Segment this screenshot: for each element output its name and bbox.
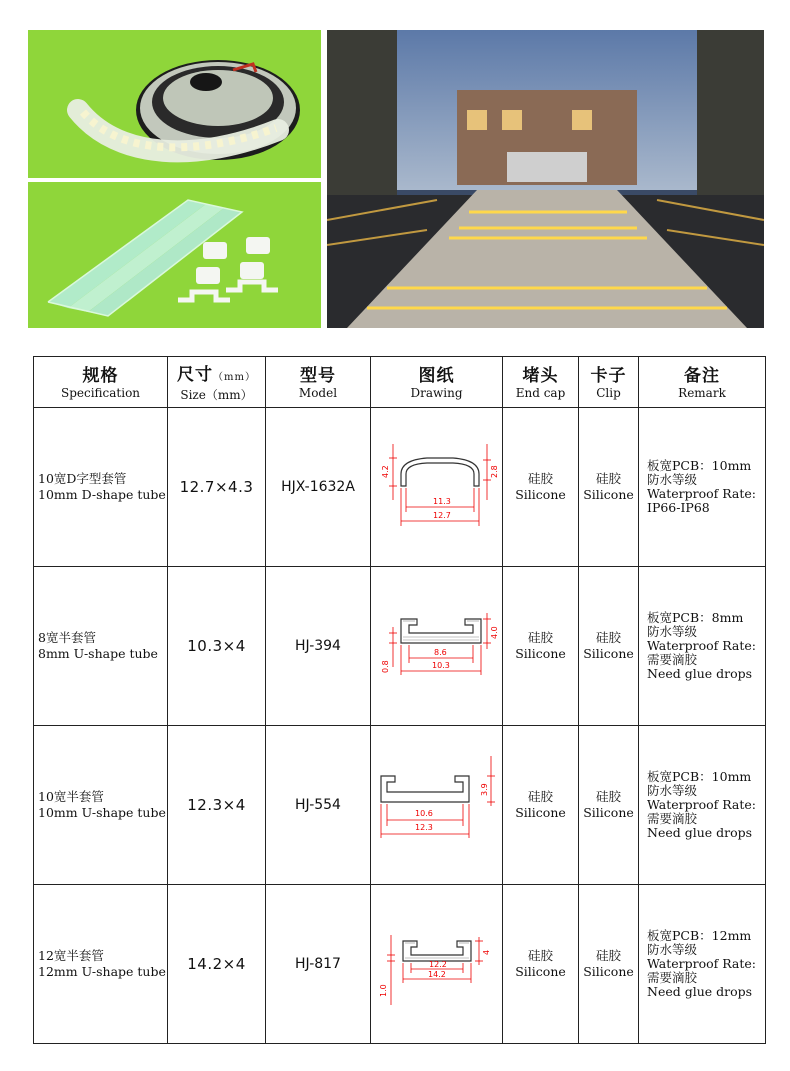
size-cell: 10.3×4	[168, 567, 266, 726]
dim-outer-width-label: 12.3	[415, 823, 433, 832]
dim-height-label: 4.2	[381, 465, 390, 478]
remark-cell: 板宽PCB：10mm 防水等级 Waterproof Rate: 需要滴胶 Need glue drops	[639, 726, 766, 885]
d-shape-profile-drawing	[371, 408, 503, 566]
clip-cell: 硅胶 Silicone	[579, 885, 639, 1044]
spec-cell: 10宽D字型套管 10mm D-shape tube	[34, 408, 168, 567]
end-cap-cell: 硅胶 Silicone	[503, 885, 579, 1044]
end-cap-cell: 硅胶 Silicone	[503, 567, 579, 726]
end-cap-cell: 硅胶 Silicone	[503, 726, 579, 885]
drawing-cell	[371, 726, 503, 885]
table-header-row	[34, 357, 766, 408]
table-row	[34, 885, 766, 1044]
model-cell: HJ-554	[266, 726, 371, 885]
dim-height-label: 4	[482, 949, 491, 955]
header-clip: 卡子 Clip	[579, 357, 639, 408]
u-shape-profile-drawing	[371, 567, 503, 725]
led-strip-reel-photo	[28, 30, 321, 178]
size-cell: 12.7×4.3	[168, 408, 266, 567]
dim-outer-width-label: 12.7	[433, 511, 451, 520]
u-shape-profile-drawing	[371, 726, 503, 884]
dim-height-label: 4.0	[490, 626, 499, 639]
header-size: 尺寸（mm） Size（mm）	[168, 357, 266, 408]
remark-cell: 板宽PCB：12mm 防水等级 Waterproof Rate: 需要滴胶 Need glue drops	[639, 885, 766, 1044]
header-specification: 规格 Specification	[34, 357, 168, 408]
clip-cell: 硅胶 Silicone	[579, 408, 639, 567]
dim-inner-height-label: 2.8	[490, 465, 499, 478]
header-drawing: 图纸 Drawing	[371, 357, 503, 408]
dim-inner-width-label: 8.6	[434, 648, 447, 657]
table-row	[34, 567, 766, 726]
end-cap-cell: 硅胶 Silicone	[503, 408, 579, 567]
dim-inner-width-label: 11.3	[433, 497, 451, 506]
model-cell: HJX-1632A	[266, 408, 371, 567]
drawing-cell	[371, 408, 503, 567]
silicone-channels-accessories-photo	[28, 182, 321, 328]
drawing-cell	[371, 567, 503, 726]
remark-cell: 板宽PCB：8mm 防水等级 Waterproof Rate: 需要滴胶 Need glue drops	[639, 567, 766, 726]
table-row	[34, 726, 766, 885]
model-cell: HJ-394	[266, 567, 371, 726]
header-remark: 备注 Remark	[639, 357, 766, 408]
size-cell: 14.2×4	[168, 885, 266, 1044]
dim-outer-width-label: 14.2	[428, 970, 446, 979]
remark-cell: 板宽PCB：10mm 防水等级 Waterproof Rate: IP66-IP68	[639, 408, 766, 567]
spec-table	[33, 356, 766, 1044]
dim-inner-width-label: 10.6	[415, 809, 433, 818]
table-row	[34, 408, 766, 567]
dim-height-label: 3.9	[480, 783, 489, 796]
clip-cell: 硅胶 Silicone	[579, 567, 639, 726]
header-end-cap: 堵头 End cap	[503, 357, 579, 408]
dim-outer-width-label: 10.3	[432, 661, 450, 670]
spec-cell: 12宽半套管 12mm U-shape tube	[34, 885, 168, 1044]
spec-cell: 8宽半套管 8mm U-shape tube	[34, 567, 168, 726]
drawing-cell	[371, 885, 503, 1044]
header-model: 型号 Model	[266, 357, 371, 408]
model-cell: HJ-817	[266, 885, 371, 1044]
u-shape-profile-drawing	[371, 885, 503, 1043]
size-cell: 12.3×4	[168, 726, 266, 885]
dim-inner-width-label: 12.2	[429, 960, 447, 969]
dim-base-thickness-label: 0.8	[381, 660, 390, 673]
spec-cell: 10宽半套管 10mm U-shape tube	[34, 726, 168, 885]
dim-base-thickness-label: 1.0	[379, 984, 388, 997]
illuminated-stairs-scene-photo	[327, 30, 764, 328]
clip-cell: 硅胶 Silicone	[579, 726, 639, 885]
